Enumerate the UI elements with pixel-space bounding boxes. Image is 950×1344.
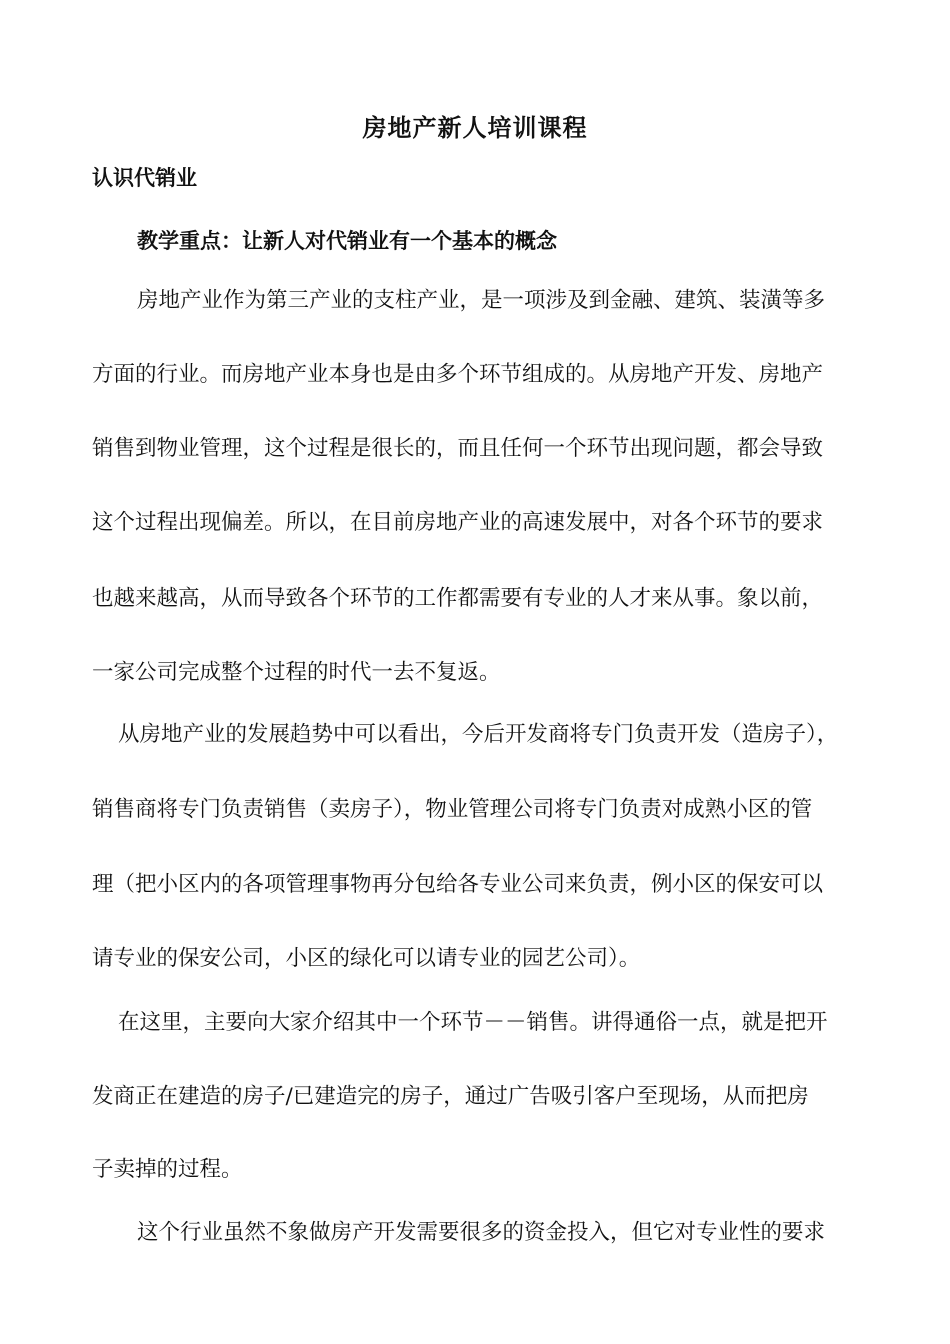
paragraph-1-line-2: 方面的行业。而房地产业本身也是由多个环节组成的。从房地产开发、房地产 [92, 362, 824, 387]
paragraph-1-line-3: 销售到物业管理，这个过程是很长的，而且任何一个环节出现问题，都会导致 [92, 436, 824, 461]
paragraph-2-line-1: 从房地产业的发展趋势中可以看出，今后开发商将专门负责开发（造房子）， [118, 722, 839, 747]
paragraph-3-line-3: 子卖掉的过程。 [92, 1157, 243, 1182]
document-title: 房地产新人培训课程 [362, 113, 588, 142]
section-heading: 认识代销业 [92, 165, 197, 190]
paragraph-1-line-4: 这个过程出现偏差。所以，在目前房地产业的高速发展中，对各个环节的要求 [92, 510, 824, 535]
paragraph-3-line-2: 发商正在建造的房子/已建造完的房子，通过广告吸引客户至现场，从而把房 [92, 1084, 809, 1109]
paragraph-1-line-6: 一家公司完成整个过程的时代一去不复返。 [92, 660, 501, 685]
paragraph-2-line-4: 请专业的保安公司，小区的绿化可以请专业的园艺公司）。 [92, 946, 641, 971]
paragraph-1-line-1: 房地产业作为第三产业的支柱产业，是一项涉及到金融、建筑、装潢等多 [137, 288, 826, 313]
teaching-focus: 教学重点：让新人对代销业有一个基本的概念 [137, 228, 557, 253]
paragraph-1-line-5: 也越来越高，从而导致各个环节的工作都需要有专业的人才来从事。象以前， [92, 586, 824, 611]
paragraph-2-line-2: 销售商将专门负责销售（卖房子），物业管理公司将专门负责对成熟小区的管 [92, 797, 813, 822]
paragraph-4-line-1: 这个行业虽然不象做房产开发需要很多的资金投入，但它对专业性的要求 [137, 1220, 826, 1245]
paragraph-2-line-3: 理（把小区内的各项管理事物再分包给各专业公司来负责，例小区的保安可以 [92, 872, 824, 897]
paragraph-3-line-1: 在这里，主要向大家介绍其中一个环节－－销售。讲得通俗一点，就是把开 [118, 1010, 828, 1035]
